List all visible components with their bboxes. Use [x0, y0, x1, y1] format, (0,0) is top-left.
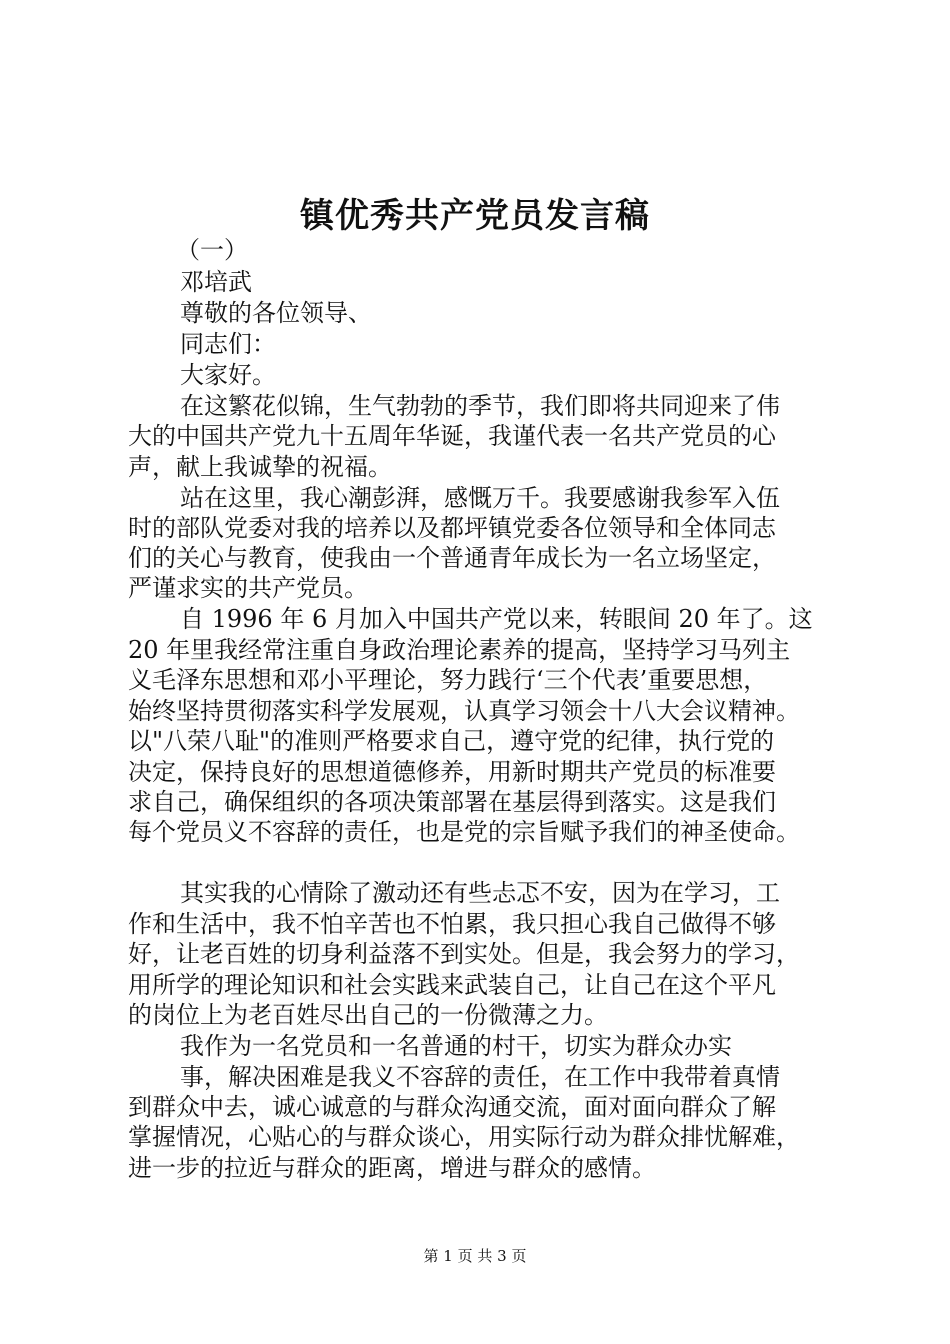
salutation-leaders: 尊敬的各位领导、 [180, 299, 372, 327]
paragraph-line: 时的部队党委对我的培养以及都坪镇党委各位领导和全体同志 [128, 514, 776, 542]
paragraph-line: 义毛泽东思想和邓小平理论，努力践行‘三个代表’重要思想， [128, 666, 768, 694]
author-name: 邓培武 [180, 268, 252, 296]
paragraph-line: 到群众中去，诚心诚意的与群众沟通交流，面对面向群众了解 [128, 1093, 776, 1121]
paragraph-line: 始终坚持贯彻落实科学发展观，认真学习领会十八大会议精神。 [128, 697, 800, 725]
document-title: 镇优秀共产党员发言稿 [300, 196, 650, 236]
paragraph-line: 事，解决困难是我义不容辞的责任，在工作中我带着真情 [180, 1063, 780, 1091]
paragraph-line: 以"八荣八耻"的准则严格要求自己，遵守党的纪律，执行党的 [128, 727, 775, 755]
paragraph-line: 站在这里，我心潮彭湃，感慨万千。我要感谢我参军入伍 [180, 484, 780, 512]
paragraph-line: 们的关心与教育，使我由一个普通青年成长为一名立场坚定， [128, 544, 776, 572]
paragraph-line: 我作为一名党员和一名普通的村干，切实为群众办实 [180, 1032, 732, 1060]
paragraph-line: 的岗位上为老百姓尽出自己的一份微薄之力。 [128, 1001, 608, 1029]
page-footer: 第 1 页 共 3 页 [423, 1247, 527, 1265]
section-number: （一） [176, 236, 248, 264]
paragraph-line: 决定，保持良好的思想道德修养，用新时期共产党员的标准要 [128, 758, 776, 786]
paragraph-line: 在这繁花似锦，生气勃勃的季节，我们即将共同迎来了伟 [180, 392, 780, 420]
paragraph-line: 进一步的拉近与群众的距离，增进与群众的感情。 [128, 1154, 656, 1182]
paragraph-line: 作和生活中，我不怕辛苦也不怕累，我只担心我自己做得不够 [128, 910, 776, 938]
paragraph-line: 大的中国共产党九十五周年华诞，我谨代表一名共产党员的心 [128, 422, 776, 450]
paragraph-line: 好，让老百姓的切身利益落不到实处。但是，我会努力的学习， [128, 940, 800, 968]
paragraph-line: 自 1996 年 6 月加入中国共产党以来，转眼间 20 年了。这 [180, 605, 813, 633]
paragraph-line: 每个党员义不容辞的责任，也是党的宗旨赋予我们的神圣使命。 [128, 818, 800, 846]
greeting: 大家好。 [180, 361, 276, 389]
salutation-comrades: 同志们： [180, 330, 276, 358]
paragraph-line: 严谨求实的共产党员。 [128, 574, 368, 602]
paragraph-line: 20 年里我经常注重自身政治理论素养的提高，坚持学习马列主 [128, 636, 791, 664]
paragraph-line: 掌握情况，心贴心的与群众谈心，用实际行动为群众排忧解难， [128, 1123, 800, 1151]
paragraph-line: 用所学的理论知识和社会实践来武装自己，让自己在这个平凡 [128, 971, 776, 999]
paragraph-line: 声，献上我诚挚的祝福。 [128, 453, 392, 481]
paragraph-line: 其实我的心情除了激动还有些忐忑不安，因为在学习，工 [180, 879, 780, 907]
paragraph-line: 求自己，确保组织的各项决策部署在基层得到落实。这是我们 [128, 788, 776, 816]
